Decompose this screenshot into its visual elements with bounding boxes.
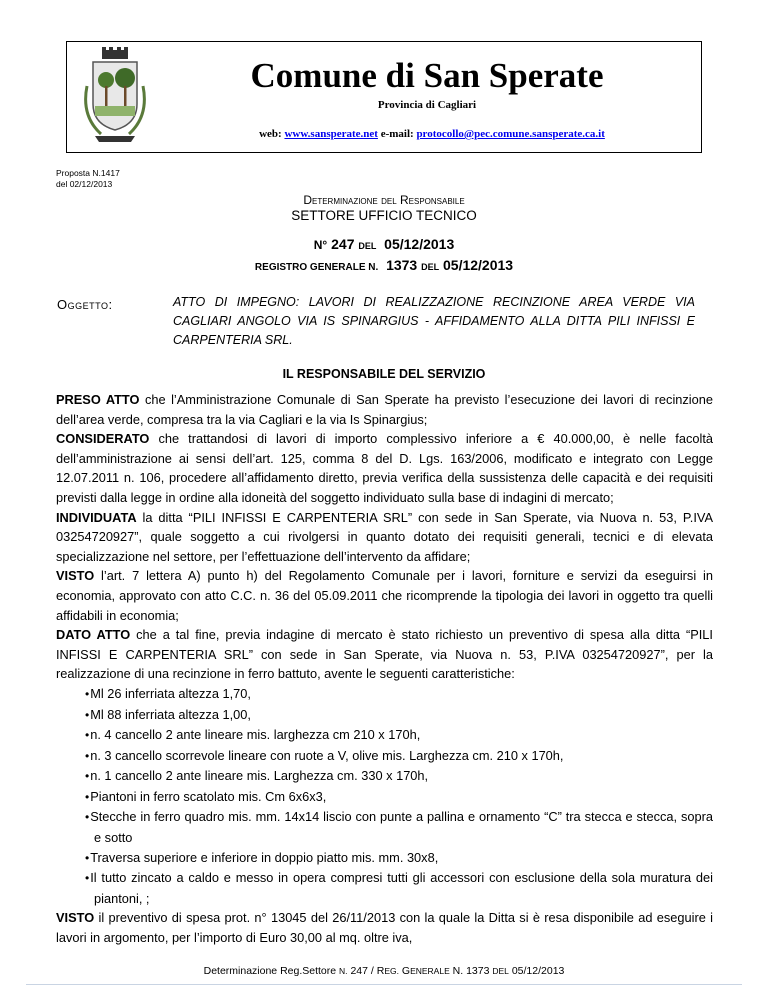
paragraph-text: che trattandosi di lavori di importo complessivo inferiore a € 40.000,00, è nelle facoltà dell’amministrazione ai sensi dell’art. 125, comma 8 del D. Lgs. 163/2006, modificato e integrato con Legge 12.07.2011 n. 106, procedere all’affidamento diretto, previa verifica della sussistenza delle capacità e dei requisiti previsti dalla legge in ordine alla idoneità del soggetto individuato sulla base di indagini di mercato; — [56, 431, 713, 505]
proposta-number: Proposta N.1417 — [56, 168, 120, 178]
registro-date: 05/12/2013 — [443, 257, 514, 273]
registro-number: 1373 — [386, 257, 418, 273]
paragraph-text: il preventivo di spesa prot. n° 13045 del 26/11/2013 con la quale la Ditta si è resa disponibile ad eseguire i lavori in argomento, per l’importo di Euro 30,00 al mq. oltre iva, — [56, 910, 713, 946]
list-item: • Piantoni in ferro scatolato mis. Cm 6x6x3, — [72, 787, 713, 808]
province-label: Provincia di Cagliari — [377, 99, 477, 111]
proposta-block — [56, 168, 120, 190]
features-list — [56, 684, 713, 909]
list-item: • Stecche in ferro quadro mis. mm. 14x14 liscio con punte a pallina e ornamento “C” tra stecca e stecca, sopra e sotto — [72, 807, 713, 847]
footer-part: G — [398, 965, 411, 977]
oggetto-label: Oggetto: — [57, 297, 113, 312]
registro-line — [66, 257, 702, 273]
list-item: • Il tutto zincato a caldo e messo in opera compresi tutti gli accessori con esclusione della sola muratura dei piantoni, ; — [72, 868, 713, 908]
paragraph-text: la ditta “PILI INFISSI E CARPENTERIA SRL” con sede in San Sperate, via Nuova n. 53, P.IVA 03254720927”, quale soggetto a cui rivolgersi in quanto dotato dei requisiti generali, tecnici e di elevata specializzazione nel settore, per l’effettuazione dell’intervento da affidare; — [56, 509, 713, 564]
email-link[interactable]: protocollo@pec.comune.sansperate.ca.it — [416, 128, 605, 140]
municipal-crest-logo — [71, 46, 159, 146]
determina-label: Determinazione del Responsabile — [303, 193, 465, 207]
paragraph-lead: DATO ATTO — [56, 627, 131, 643]
determina-number: 247 — [331, 236, 355, 252]
sector-name: SETTORE UFFICIO TECNICO — [291, 208, 477, 223]
email-label: e-mail: — [380, 128, 414, 140]
list-item: • Ml 26 inferriata altezza 1,70, — [72, 684, 713, 705]
municipality-title: Comune di San Sperate — [250, 56, 604, 95]
footer-part: N. 1373 — [449, 965, 490, 977]
document-body — [56, 390, 713, 948]
website-link[interactable]: www.sansperate.net — [284, 128, 378, 140]
oggetto-text: ATTO DI IMPEGNO: LAVORI DI REALIZZAZIONE RECINZIONE AREA VERDE VIA CAGLIARI ANGOLO VIA IS SPINARGIUS - AFFIDAMENTO ALLA DITTA PILI INFISSI E CARPENTERIA SRL. — [173, 295, 695, 347]
paragraph-lead: PRESO ATTO — [56, 392, 140, 407]
paragraph-lead: INDIVIDUATA — [56, 509, 137, 525]
paragraph-lead: VISTO — [56, 910, 95, 926]
web-label: web: — [259, 128, 282, 140]
determina-date: 05/12/2013 — [384, 236, 455, 252]
paragraph — [56, 429, 713, 507]
paragraph — [56, 390, 713, 429]
footer-part: 247 / R — [350, 965, 385, 977]
del-word: DEL — [358, 241, 377, 251]
footer-part: 05/12/2013 — [508, 965, 565, 977]
contact-line — [167, 128, 697, 140]
paragraph — [56, 566, 713, 625]
registro-del: DEL — [421, 262, 440, 272]
list-item: • n. 1 cancello 2 ante lineare mis. Larghezza cm. 330 x 170h, — [72, 766, 713, 787]
paragraph — [56, 508, 713, 567]
footer-part: Determinazione Reg.Settore — [203, 965, 337, 977]
footer-rule — [26, 984, 742, 985]
footer-part: EG. — [384, 966, 399, 976]
proposta-date: del 02/12/2013 — [56, 179, 113, 189]
footer-part: ENERALE — [410, 966, 450, 976]
paragraph-text: che l’Amministrazione Comunale di San Sperate ha previsto l’esecuzione dei lavori di recinzione dell’area verde, compresa tra la via Cagliari e la via Is Spinargius; — [56, 392, 714, 427]
section-heading: IL RESPONSABILE DEL SERVIZIO — [282, 367, 486, 381]
letterhead-box — [66, 41, 702, 153]
paragraph-text: l’art. 7 lettera A) punto h) del Regolamento Comunale per i lavori, forniture e servizi da eseguirsi in economia, approvato con atto C.C. n. 36 del 05.09.2011 che ricomprende la tipologia dei lavori in oggetto tra quelli affidabili in economia; — [56, 568, 713, 623]
list-item: • Ml 88 inferriata altezza 1,00, — [72, 705, 713, 726]
footer-part: DEL — [492, 966, 509, 976]
n-prefix: N° — [313, 238, 328, 252]
list-item: • n. 3 cancello scorrevole lineare con ruote a V, olive mis. Larghezza cm. 210 x 170h, — [72, 746, 713, 767]
paragraph-lead: VISTO — [56, 568, 95, 584]
paragraph — [56, 908, 713, 947]
determina-number-line — [66, 236, 702, 252]
footer-part: N. — [339, 966, 348, 976]
list-item: • n. 4 cancello 2 ante lineare mis. larghezza cm 210 x 170h, — [72, 725, 713, 746]
list-item: • Traversa superiore e inferiore in doppio piatto mis. mm. 30x8, — [72, 848, 713, 869]
paragraph-lead: CONSIDERATO — [56, 431, 150, 447]
registro-label: REGISTRO GENERALE N. — [254, 262, 379, 273]
paragraph — [56, 625, 713, 684]
page-footer — [56, 965, 712, 977]
paragraph-text: che a tal fine, previa indagine di mercato è stato richiesto un preventivo di spesa alla ditta “PILI INFISSI E CARPENTERIA SRL” con sede in San Sperate, via Nuova n. 53, P.IVA 03254720927”, per la realizzazione di una recinzione in ferro battuto, avente le seguenti caratteristiche: — [56, 627, 713, 682]
